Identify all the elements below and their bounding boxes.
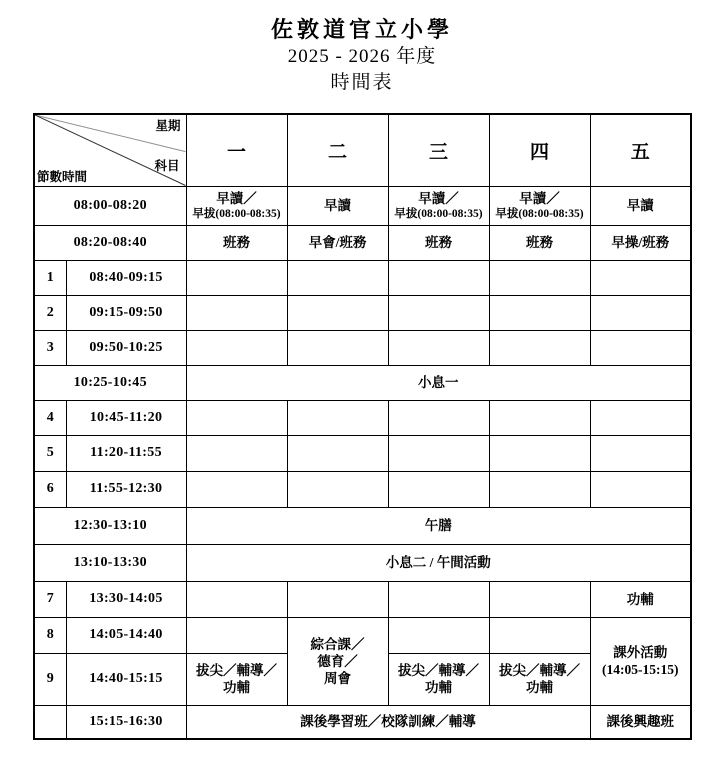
row-period-8 [34, 617, 691, 653]
corner-cell [34, 114, 186, 186]
activity-cell-tue [287, 435, 388, 471]
period-number: 3 [34, 330, 66, 365]
activity-cell-fri: 功輔 [590, 581, 691, 617]
day-header-mon: 一 [186, 114, 287, 186]
activity-cell-thu [489, 617, 590, 653]
activity-cell-thu [489, 295, 590, 330]
activity-cell-tue [287, 471, 388, 507]
recess-2-label: 小息二 / 午間活動 [186, 544, 691, 581]
activity-cell-mon [186, 330, 287, 365]
activity-cell-wed [388, 581, 489, 617]
after-school-mon-to-thu: 課後學習班／校隊訓練／輔導 [186, 705, 590, 739]
activity-cell-fri [590, 435, 691, 471]
activity-cell-fri: 早讀 [590, 186, 691, 225]
day-header-thu: 四 [489, 114, 590, 186]
activity-cell-wed [388, 471, 489, 507]
title-block [0, 0, 724, 95]
activity-cell-tue: 早讀 [287, 186, 388, 225]
activity-cell-tue [287, 260, 388, 295]
activity-cell-wed: 班務 [388, 225, 489, 260]
row-period-5 [34, 435, 691, 471]
day-header-wed: 三 [388, 114, 489, 186]
time-slot: 13:30-14:05 [66, 581, 186, 617]
time-slot: 10:25-10:45 [34, 365, 186, 400]
activity-cell-fri-merged: 課外活動 (14:05-15:15) [590, 617, 691, 705]
activity-cell-thu [489, 581, 590, 617]
row-recess-1 [34, 365, 691, 400]
activity-cell-mon [186, 471, 287, 507]
row-period-3 [34, 330, 691, 365]
time-slot: 11:55-12:30 [66, 471, 186, 507]
time-slot: 12:30-13:10 [34, 507, 186, 544]
activity-cell-tue: 早會/班務 [287, 225, 388, 260]
activity-cell-tue [287, 400, 388, 435]
period-number: 6 [34, 471, 66, 507]
time-slot: 10:45-11:20 [66, 400, 186, 435]
timetable [33, 113, 692, 740]
activity-cell-fri [590, 471, 691, 507]
row-period-2 [34, 295, 691, 330]
time-slot: 09:15-09:50 [66, 295, 186, 330]
period-number: 7 [34, 581, 66, 617]
time-slot: 09:50-10:25 [66, 330, 186, 365]
activity-cell-thu [489, 260, 590, 295]
time-slot: 14:40-15:15 [66, 653, 186, 705]
activity-cell-thu [489, 330, 590, 365]
school-name: 佐敦道官立小學 [270, 17, 453, 42]
row-morning-reading [34, 186, 691, 225]
period-number: 5 [34, 435, 66, 471]
period-number: 4 [34, 400, 66, 435]
row-period-1 [34, 260, 691, 295]
activity-cell-thu: 班務 [489, 225, 590, 260]
activity-cell-tue-merged: 綜合課／ 德育／ 周會 [287, 617, 388, 705]
row-period-6 [34, 471, 691, 507]
activity-cell-fri [590, 260, 691, 295]
activity-cell-fri: 早操/班務 [590, 225, 691, 260]
day-header-tue: 二 [287, 114, 388, 186]
time-slot: 13:10-13:30 [34, 544, 186, 581]
activity-cell-wed: 拔尖／輔導／ 功輔 [388, 653, 489, 705]
row-lunch [34, 507, 691, 544]
activity-cell-mon [186, 581, 287, 617]
activity-cell-mon: 班務 [186, 225, 287, 260]
activity-cell-wed [388, 400, 489, 435]
period-time-axis-label: 節數時間 [37, 169, 88, 184]
activity-cell-tue [287, 330, 388, 365]
day-header-fri: 五 [590, 114, 691, 186]
header-row [34, 114, 691, 186]
activity-cell-mon [186, 295, 287, 330]
time-slot: 08:00-08:20 [34, 186, 186, 225]
activity-cell-fri [590, 400, 691, 435]
lunch-label: 午膳 [186, 507, 691, 544]
activity-cell-tue [287, 581, 388, 617]
period-number: 1 [34, 260, 66, 295]
timetable-heading: 時間表 [330, 72, 394, 93]
row-class-duty [34, 225, 691, 260]
activity-cell-mon: 拔尖／輔導／ 功輔 [186, 653, 287, 705]
time-slot: 14:05-14:40 [66, 617, 186, 653]
time-slot: 08:20-08:40 [34, 225, 186, 260]
activity-cell-mon: 早讀／ 早拔(08:00-08:35) [186, 186, 287, 225]
activity-cell-mon [186, 400, 287, 435]
activity-cell-thu: 拔尖／輔導／ 功輔 [489, 653, 590, 705]
activity-cell-mon [186, 617, 287, 653]
activity-cell-thu [489, 471, 590, 507]
after-school-fri: 課後興趣班 [590, 705, 691, 739]
activity-cell-tue [287, 295, 388, 330]
day-axis-label: 星期 [155, 119, 181, 133]
row-period-4 [34, 400, 691, 435]
recess-1-label: 小息一 [186, 365, 691, 400]
period-number: 9 [34, 653, 66, 705]
activity-cell-fri [590, 330, 691, 365]
time-slot: 15:15-16:30 [66, 705, 186, 739]
activity-cell-fri [590, 295, 691, 330]
activity-cell-wed [388, 435, 489, 471]
activity-cell-mon [186, 260, 287, 295]
activity-cell-wed: 早讀／ 早拔(08:00-08:35) [388, 186, 489, 225]
activity-cell-wed [388, 330, 489, 365]
activity-cell-wed [388, 295, 489, 330]
activity-cell-thu: 早讀／ 早拔(08:00-08:35) [489, 186, 590, 225]
activity-cell-mon [186, 435, 287, 471]
activity-cell-wed [388, 260, 489, 295]
period-number: 2 [34, 295, 66, 330]
time-slot: 08:40-09:15 [66, 260, 186, 295]
time-slot: 11:20-11:55 [66, 435, 186, 471]
period-number-empty [34, 705, 66, 739]
activity-cell-wed [388, 617, 489, 653]
subject-axis-label: 科目 [154, 159, 180, 173]
activity-cell-thu [489, 400, 590, 435]
activity-cell-thu [489, 435, 590, 471]
row-recess-2 [34, 544, 691, 581]
row-after-school [34, 705, 691, 739]
academic-year: 2025 - 2026 年度 [287, 46, 437, 67]
period-number: 8 [34, 617, 66, 653]
row-period-7 [34, 581, 691, 617]
